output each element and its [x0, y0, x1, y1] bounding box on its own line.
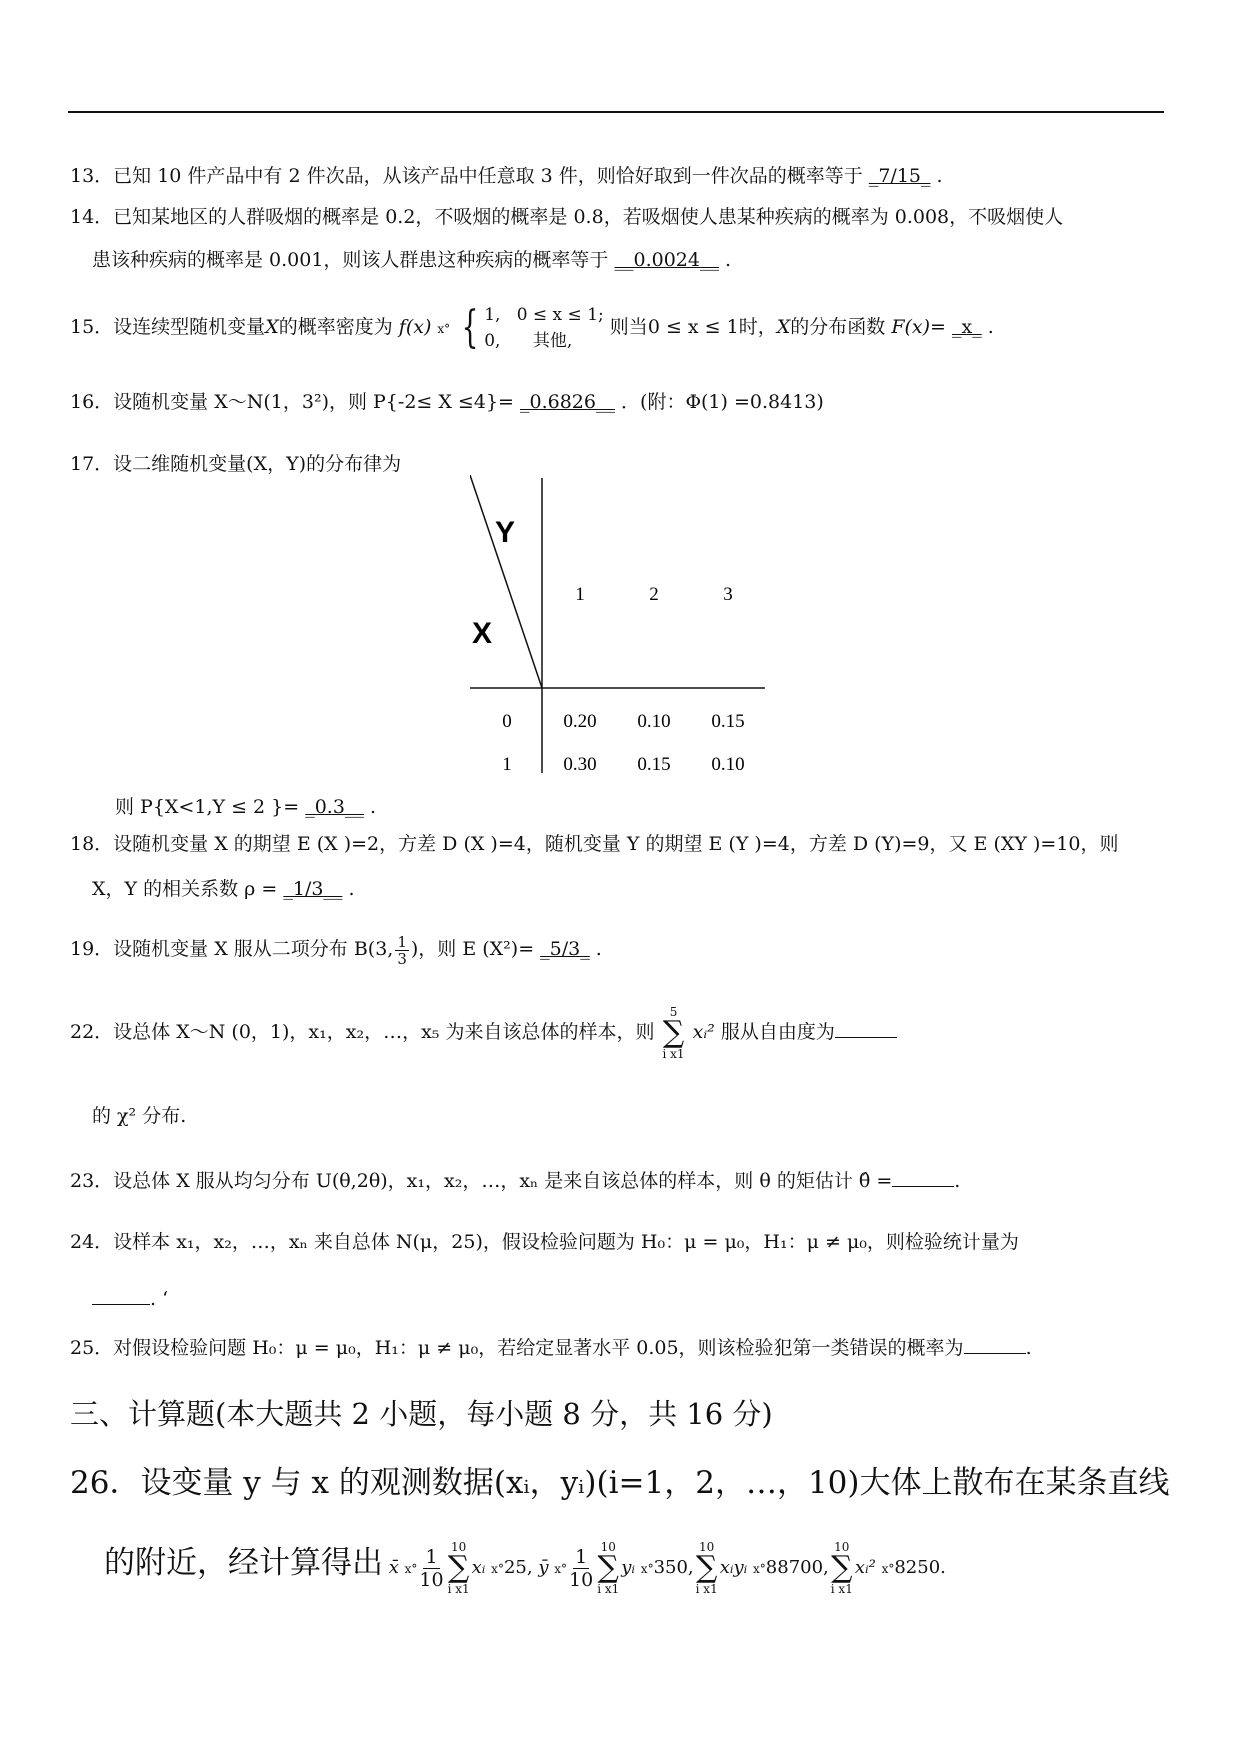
term-xy: xᵢyᵢ — [719, 1557, 748, 1578]
fraction-one-tenth — [419, 1546, 443, 1591]
sum-upper: 5 — [669, 1005, 678, 1019]
case2-value: 0, — [484, 331, 501, 351]
question-13 — [70, 164, 943, 188]
question-15-mid: 的概率密度为 — [278, 316, 393, 338]
sum-upper: 10 — [834, 1540, 850, 1554]
sum-lower: i ⅹ1 — [662, 1047, 685, 1061]
question-15-garble: ⅹ° — [437, 322, 451, 336]
question-26-line2 — [104, 1528, 946, 1604]
question-15-Fx: F(x)= — [891, 316, 946, 338]
question-18-answer: _1/3__ — [283, 878, 343, 900]
question-14-answer: __0.0024__ — [614, 249, 719, 271]
question-22-suffix: 服从自由度为 — [720, 1021, 835, 1043]
row-header-0: 0 — [502, 711, 512, 732]
question-15-var: X — [265, 316, 279, 338]
question-17-intro — [70, 452, 401, 476]
brace-symbol: { — [461, 302, 479, 353]
question-23-end: . — [954, 1170, 961, 1192]
question-16-end: ．(附：Φ(1) =0.8413) — [621, 391, 824, 413]
question-15-var2: X — [776, 316, 791, 338]
value-sum-x2: 8250. — [894, 1557, 946, 1578]
question-15-prefix: 15．设连续型随机变量 — [70, 316, 266, 338]
fraction-numerator: 1 — [397, 932, 407, 951]
question-26-prefix: 的附近，经计算得出 — [104, 1545, 383, 1581]
garble-glyph: ⅹ° — [640, 1562, 654, 1576]
summation-symbol — [696, 1541, 718, 1595]
question-15-after2: 时， — [738, 316, 777, 338]
question-23-blank — [892, 1168, 954, 1187]
question-17-question — [115, 795, 376, 819]
question-17-end: . — [369, 796, 377, 818]
header-rule — [68, 111, 1164, 113]
fraction-one-third — [395, 934, 409, 967]
table-corner-x: X — [472, 617, 493, 650]
garble-glyph: ⅹ° — [404, 1562, 418, 1576]
value-ybar: 350, — [653, 1557, 694, 1578]
question-15-after: 则当 — [609, 316, 648, 338]
value-sum-xy: 88700, — [765, 1557, 829, 1578]
value-xbar: 25, — [503, 1557, 533, 1578]
garble-glyph: ⅹ° — [753, 1562, 766, 1576]
question-19 — [70, 925, 602, 973]
question-22-prefix: 22．设总体 X～N (0，1)，x₁，x₂，…，x₅ 为来自该总体的样本，则 — [70, 1021, 655, 1043]
question-25-blank — [964, 1335, 1026, 1354]
question-24-text: 24．设样本 x₁，x₂，…，xₙ 来自总体 N(μ，25)，假设检验问题为 H₀：μ = μ₀，H₁：μ ≠ μ₀，则检验统计量为 — [70, 1231, 1019, 1253]
question-24-line2 — [92, 1286, 168, 1311]
fraction-one-tenth — [569, 1546, 593, 1591]
question-17-intro-text: 17．设二维随机变量(X，Y)的分布律为 — [70, 453, 402, 475]
question-26-line1 — [70, 1457, 1169, 1502]
table-diagonal — [470, 475, 542, 688]
fraction-numerator: 1 — [575, 1545, 588, 1568]
sigma-icon: ∑ — [662, 1015, 685, 1050]
question-19-answer: _5/3_ — [540, 938, 590, 960]
question-18-text: 18．设随机变量 X 的期望 E (X )=2，方差 D (X )=4，随机变量 Y 的期望 E (Y )=4，方差 D (Y)=9，又 E (XY )=10，则 — [70, 833, 1119, 855]
question-18-line2 — [92, 877, 355, 901]
question-13-end: . — [936, 165, 943, 187]
col-header-3: 3 — [723, 584, 733, 605]
question-19-prefix: 19．设随机变量 X 服从二项分布 B(3, — [70, 938, 394, 960]
question-16 — [70, 390, 824, 414]
question-25 — [70, 1335, 1032, 1360]
question-15-piecewise — [456, 302, 604, 354]
fraction-denominator: 3 — [397, 949, 407, 968]
question-14-text-2: 患该种疾病的概率是 0.001，则该人群患这种疾病的概率等于 — [92, 249, 609, 271]
question-14-line2 — [92, 248, 731, 272]
table-cell: 0.10 — [637, 711, 671, 732]
question-14-end: . — [725, 249, 732, 271]
question-19-mid: )，则 E (X²)= — [410, 938, 535, 960]
question-15-end: . — [987, 316, 994, 338]
question-22-term: xᵢ² — [692, 1021, 715, 1043]
section-3-title-text: 三、计算题(本大题共 2 小题，每小题 8 分，共 16 分) — [70, 1397, 773, 1431]
question-22-line2 — [92, 1104, 186, 1128]
question-17-answer: _0.3__ — [305, 796, 364, 818]
question-22-blank — [835, 1019, 897, 1038]
term-x-squared: xᵢ² — [854, 1557, 876, 1578]
question-15 — [70, 297, 994, 359]
term-x: xᵢ — [471, 1557, 486, 1578]
summation-symbol — [448, 1541, 470, 1595]
garble-glyph: ⅹ° — [554, 1562, 568, 1576]
question-15-answer: _x_ — [952, 316, 982, 338]
question-14-line1 — [70, 205, 1063, 229]
sum-upper: 10 — [450, 1540, 467, 1554]
question-22 — [70, 1002, 897, 1062]
question-24-line1 — [70, 1230, 1019, 1254]
summation-symbol — [597, 1541, 619, 1595]
case1-condition: 0 ≤ x ≤ 1; — [516, 305, 604, 325]
fraction-numerator: 1 — [425, 1545, 438, 1568]
sum-upper: 10 — [699, 1540, 715, 1554]
question-14-text: 14．已知某地区的人群吸烟的概率是 0.2，不吸烟的概率是 0.8，若吸烟使人患某种疾病的概率为 0.008，不吸烟使人 — [70, 206, 1064, 228]
sigma-icon: ∑ — [831, 1550, 853, 1585]
question-17-question-text: 则 P{X<1,Y ≤ 2 }= — [115, 796, 300, 818]
question-15-func: f(x) — [398, 316, 432, 338]
distribution-table — [470, 475, 770, 775]
question-25-text: 25．对假设检验问题 H₀：μ = μ₀，H₁：μ ≠ μ₀，若给定显著水平 0.05，则该检验犯第一类错误的概率为 — [70, 1337, 964, 1359]
sigma-icon: ∑ — [695, 1550, 718, 1585]
y-bar: ȳ — [538, 1557, 549, 1578]
piecewise-cases — [484, 302, 604, 354]
table-cell: 0.30 — [563, 754, 597, 775]
question-24-end: . ‘ — [150, 1288, 169, 1310]
sigma-icon: ∑ — [597, 1550, 619, 1585]
question-19-end: . — [595, 938, 602, 960]
sum-upper: 10 — [600, 1540, 616, 1554]
sum-lower: i ⅹ1 — [447, 1582, 470, 1596]
question-22-text-2: 的 χ² 分布. — [92, 1105, 187, 1127]
sum-lower: i ⅹ1 — [830, 1582, 853, 1596]
table-corner-y: Y — [495, 516, 516, 549]
table-cell: 0.15 — [637, 754, 671, 775]
question-24-blank — [92, 1286, 150, 1305]
table-cell: 0.20 — [563, 711, 597, 732]
summation-symbol — [831, 1541, 853, 1595]
question-26-text: 26．设变量 y 与 x 的观测数据(xᵢ，yᵢ)(i=1，2，…，10)大体上散布在某条直线 — [70, 1465, 1170, 1501]
question-15-after3: 的分布函数 — [790, 316, 886, 338]
garble-glyph: ⅹ° — [491, 1562, 504, 1576]
table-cell: 0.15 — [711, 711, 745, 732]
question-18-end: . — [348, 878, 355, 900]
table-cell: 0.10 — [711, 754, 745, 775]
row-header-1: 1 — [502, 754, 512, 775]
summation-symbol — [663, 1006, 685, 1060]
x-bar: x̄ — [388, 1557, 399, 1578]
sum-lower: i ⅹ1 — [695, 1582, 718, 1596]
col-header-2: 2 — [649, 584, 659, 605]
question-15-cond: 0 ≤ x ≤ 1 — [647, 316, 739, 338]
question-16-answer: _0.6826__ — [520, 391, 615, 413]
question-16-text: 16．设随机变量 X～N(1，3²)，则 P{-2≤ X ≤4}= — [70, 391, 514, 413]
question-13-text: 13．已知 10 件产品中有 2 件次品，从该产品中任意取 3 件，则恰好取到一件次品的概率等于 — [70, 165, 863, 187]
garble-glyph: ⅹ° — [881, 1562, 895, 1576]
fraction-denominator: 10 — [569, 1568, 594, 1591]
term-y: yᵢ — [621, 1557, 636, 1578]
case1-value: 1, — [484, 305, 501, 325]
question-18-text-2: X，Y 的相关系数 ρ = — [92, 878, 278, 900]
sigma-icon: ∑ — [447, 1550, 470, 1585]
question-23-text: 23．设总体 X 服从均匀分布 U(θ,2θ)，x₁，x₂，…，xₙ 是来自该总体的样本，则 θ 的矩估计 θ̂ = — [70, 1170, 893, 1192]
question-25-end: . — [1025, 1337, 1032, 1359]
sum-lower: i ⅹ1 — [597, 1582, 620, 1596]
fraction-denominator: 10 — [419, 1568, 444, 1591]
section-3-title — [70, 1392, 773, 1433]
case2-condition: 其他, — [532, 331, 573, 351]
col-header-1: 1 — [575, 584, 585, 605]
question-23 — [70, 1168, 960, 1193]
question-13-answer: _7/15_ — [868, 165, 931, 187]
question-18-line1 — [70, 832, 1119, 856]
